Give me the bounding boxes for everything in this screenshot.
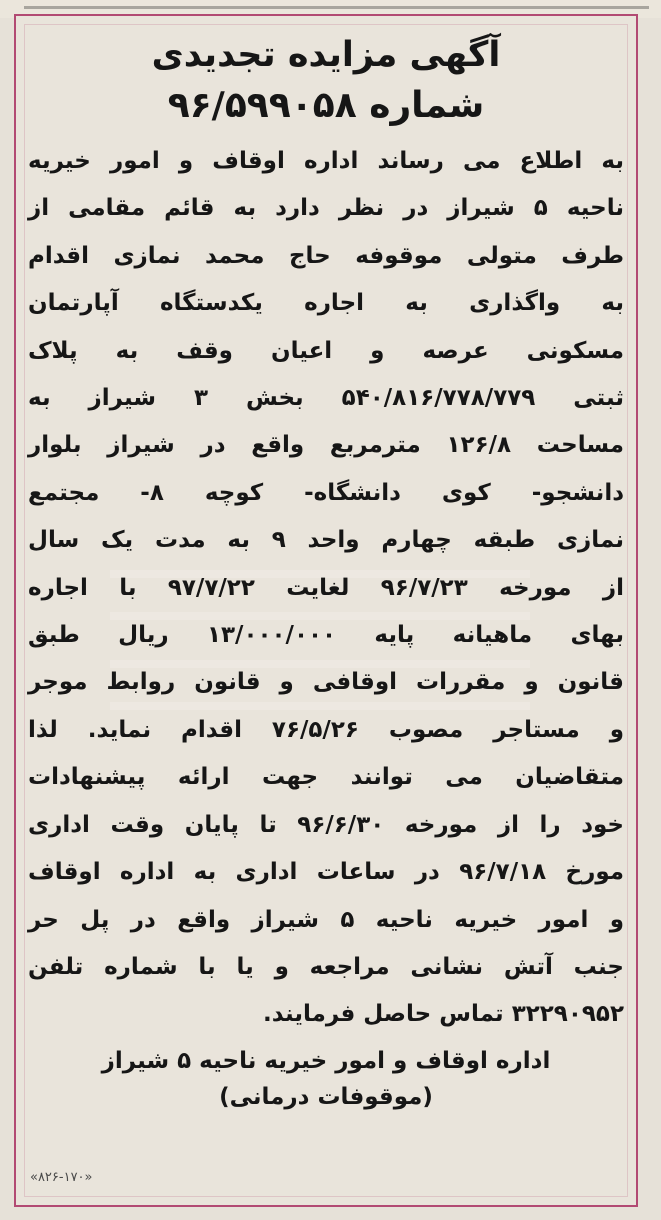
body-line-3: طرف متولی موقوفه حاج محمد نمازی اقدام — [28, 242, 624, 269]
body-line-6: ثبتی ۵۴۰/۸۱۶/۷۷۸/۷۷۹ بخش ۳ شیراز به — [28, 385, 624, 412]
top-strip-line — [24, 6, 649, 9]
notice-title: آگهی مزایده تجدیدی — [151, 35, 501, 75]
notice-number: شماره ۹۶/۵۹۹۰۵۸ — [167, 85, 485, 126]
body-line-19: ۳۲۲۹۰۹۵۲ تماس حاصل فرمایند. — [262, 1001, 624, 1028]
body-line-11: بهای ماهیانه پایه ۱۳/۰۰۰/۰۰۰ ریال طبق — [28, 622, 624, 649]
notice-content — [28, 26, 624, 1115]
body-line-13: و مستاجر مصوب ۷۶/۵/۲۶ اقدام نماید. لذا — [28, 716, 624, 743]
body-line-7: مساحت ۱۲۶/۸ مترمربع واقع در شیراز بلوار — [28, 432, 624, 459]
body-line-14: متقاضیان می توانند جهت ارائه پیشنهادات — [28, 764, 624, 791]
notice-body — [28, 138, 624, 1039]
body-line-10: از مورخه ۹۶/۷/۲۳ لغایت ۹۷/۷/۲۲ با اجاره — [28, 574, 624, 601]
body-line-1: به اطلاع می رساند اداره اوقاف و امور خیریه — [28, 148, 624, 174]
ad-code: «۸۲۶-۱۷۰» — [30, 1170, 93, 1185]
signature-department: (موقوفات درمانی) — [219, 1083, 433, 1110]
signature-office: اداره اوقاف و امور خیریه ناحیه ۵ شیراز — [101, 1047, 551, 1074]
body-line-8: دانشجو- کوی دانشگاه- کوچه ۸- مجتمع — [28, 479, 625, 506]
body-line-16: مورخ ۹۶/۷/۱۸ در ساعات اداری به اداره اوقاف — [28, 859, 625, 886]
signature-block — [28, 1043, 624, 1115]
body-line-12: قانون و مقررات اوقافی و قانون روابط موجر — [28, 669, 624, 696]
body-line-2: ناحیه ۵ شیراز در نظر دارد به قائم مقامی از — [28, 195, 625, 222]
body-line-15: خود را از مورخه ۹۶/۶/۳۰ تا پایان وقت اداری — [28, 811, 624, 838]
body-line-5: مسکونی عرصه و اعیان وقف به پلاک — [28, 337, 624, 364]
body-line-9: نمازی طبقه چهارم واحد ۹ به مدت یک سال — [28, 527, 624, 554]
body-line-17: و امور خیریه ناحیه ۵ شیراز واقع در پل حر — [28, 906, 624, 933]
body-line-4: به واگذاری به اجاره یکدستگاه آپارتمان — [28, 290, 624, 317]
body-line-18: جنب آتش نشانی مراجعه و یا با شماره تلفن — [28, 953, 624, 980]
